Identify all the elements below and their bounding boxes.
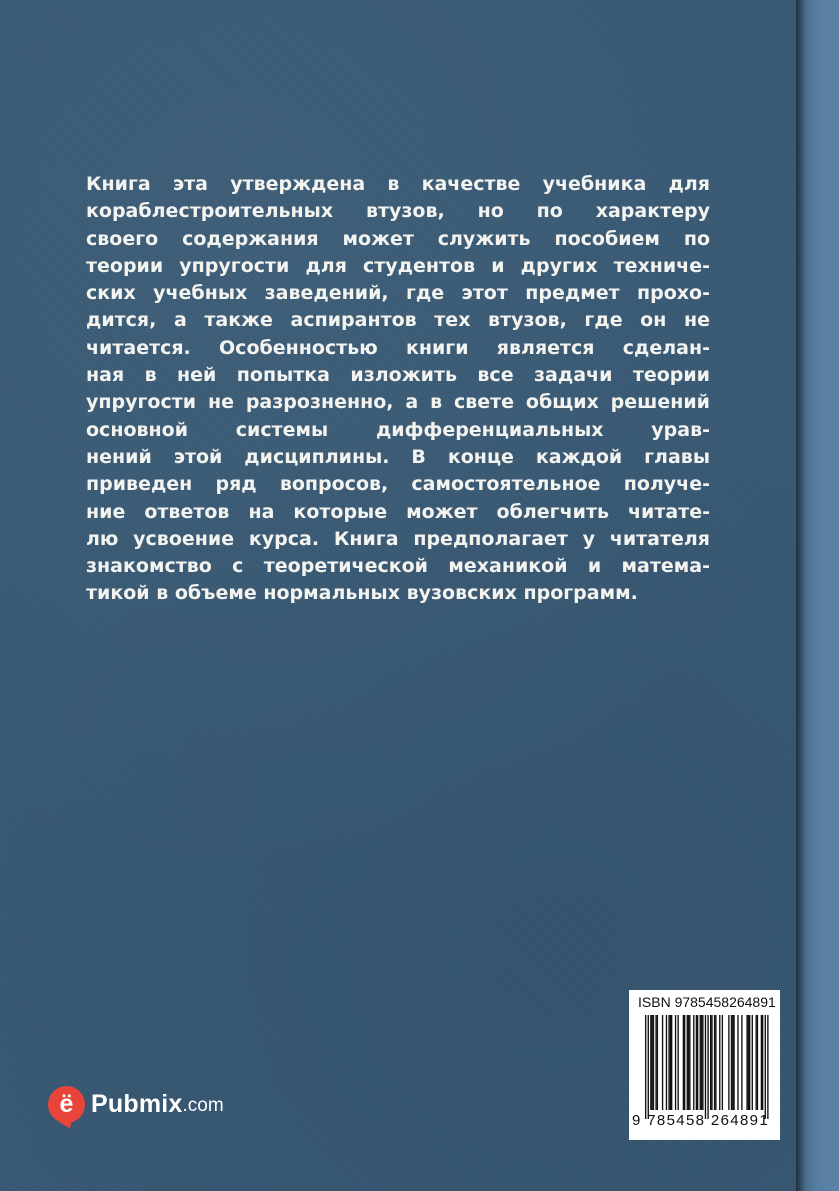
- barcode-bar: [752, 1015, 753, 1110]
- barcode-bar: [707, 1015, 708, 1119]
- description-line: своего содержания может служить пособием по: [86, 227, 710, 250]
- barcode-bar: [711, 1015, 712, 1110]
- barcode-bar: [737, 1015, 738, 1110]
- barcode-bar: [719, 1015, 720, 1110]
- barcode-bar: [733, 1015, 734, 1110]
- barcode-bar: [675, 1015, 676, 1110]
- description-line: нений этой дисциплины. В конце каждой главы: [86, 445, 710, 468]
- description-line: лю усвоение курса. Книга предполагает у читателя: [86, 527, 710, 550]
- barcode-bar: [689, 1015, 690, 1110]
- barcode-bar: [648, 1015, 649, 1119]
- barcode-bar: [655, 1015, 656, 1110]
- barcode-bar: [741, 1015, 742, 1110]
- barcode-bar: [765, 1015, 766, 1119]
- barcode-bar: [697, 1015, 698, 1110]
- barcode-bar: [668, 1015, 669, 1110]
- barcode-bar: [762, 1015, 763, 1110]
- barcode-bar: [746, 1015, 747, 1110]
- speech-bubble-icon: [48, 1086, 85, 1123]
- barcode-digits: 9 785458 264891: [632, 1112, 770, 1129]
- description-line: теории упругости для студентов и других техниче-: [86, 254, 710, 277]
- description-line: ная в ней попытка изложить все задачи теории: [86, 364, 710, 387]
- barcode-bar: [714, 1015, 715, 1110]
- barcode-bar: [696, 1015, 697, 1110]
- description-line: основной системы дифференциальных урав-: [86, 418, 710, 441]
- publisher-name: Pubmix: [91, 1089, 183, 1118]
- barcode-bar: [683, 1015, 684, 1110]
- barcode-bar: [767, 1015, 768, 1119]
- barcode-bar: [670, 1015, 671, 1110]
- publisher-logo: [48, 1083, 224, 1125]
- barcode-bar: [757, 1015, 758, 1110]
- barcode-bar: [756, 1015, 757, 1110]
- barcode-bar: [662, 1015, 663, 1110]
- book-description: [86, 171, 710, 608]
- isbn-barcode: [629, 990, 780, 1140]
- publisher-domain: .com: [182, 1095, 224, 1116]
- description-line: ских учебных заведений, где этот предмет прохо-: [86, 282, 710, 305]
- barcode-bar: [705, 1015, 706, 1119]
- barcode-bar: [678, 1015, 679, 1110]
- barcode-bar: [652, 1015, 653, 1110]
- barcode-bar: [715, 1015, 716, 1110]
- barcode-bar: [687, 1015, 688, 1110]
- book-spine: [796, 0, 839, 1191]
- barcode-bar: [749, 1015, 750, 1110]
- barcode-bar: [666, 1015, 667, 1110]
- description-line: ние ответов на которые может облегчить читате-: [86, 500, 710, 523]
- barcode-bar: [700, 1015, 701, 1110]
- barcode-bar: [688, 1015, 689, 1110]
- description-line: тикой в объеме нормальных вузовских программ.: [86, 582, 638, 605]
- barcode-bar: [732, 1015, 733, 1110]
- barcode-bar: [693, 1015, 694, 1110]
- barcode-bar: [645, 1015, 646, 1119]
- logo-badge-letter: ё: [59, 1089, 74, 1118]
- barcode-bar: [657, 1015, 658, 1110]
- description-line: приведен ряд вопросов, самостоятельное получе-: [86, 473, 710, 496]
- barcode-bar: [731, 1015, 732, 1110]
- description-line: дится, а также аспирантов тех втузов, где он не: [86, 309, 710, 332]
- description-line: кораблестроительных втузов, но по характеру: [86, 200, 710, 223]
- barcode-bar: [653, 1015, 654, 1110]
- barcode-bar: [702, 1015, 703, 1110]
- barcode-bar: [710, 1015, 711, 1110]
- barcode-bar: [722, 1015, 723, 1110]
- isbn-label: ISBN 9785458264891: [638, 994, 776, 1010]
- description-line: знакомство с теоретической механикой и матема-: [86, 555, 710, 578]
- barcode-bar: [748, 1015, 749, 1110]
- barcode-bar: [650, 1015, 651, 1110]
- description-line: Книга эта утверждена в качестве учебника для: [86, 173, 710, 195]
- barcode-bar: [761, 1015, 762, 1110]
- barcode-bar: [728, 1015, 729, 1110]
- barcode-bar: [684, 1015, 685, 1110]
- description-line: читается. Особенностью книги является сделан-: [86, 336, 710, 359]
- barcode-bar: [701, 1015, 702, 1110]
- barcode-bar: [671, 1015, 672, 1110]
- description-line: упругости не разрозненно, а в свете общих решений: [86, 391, 710, 414]
